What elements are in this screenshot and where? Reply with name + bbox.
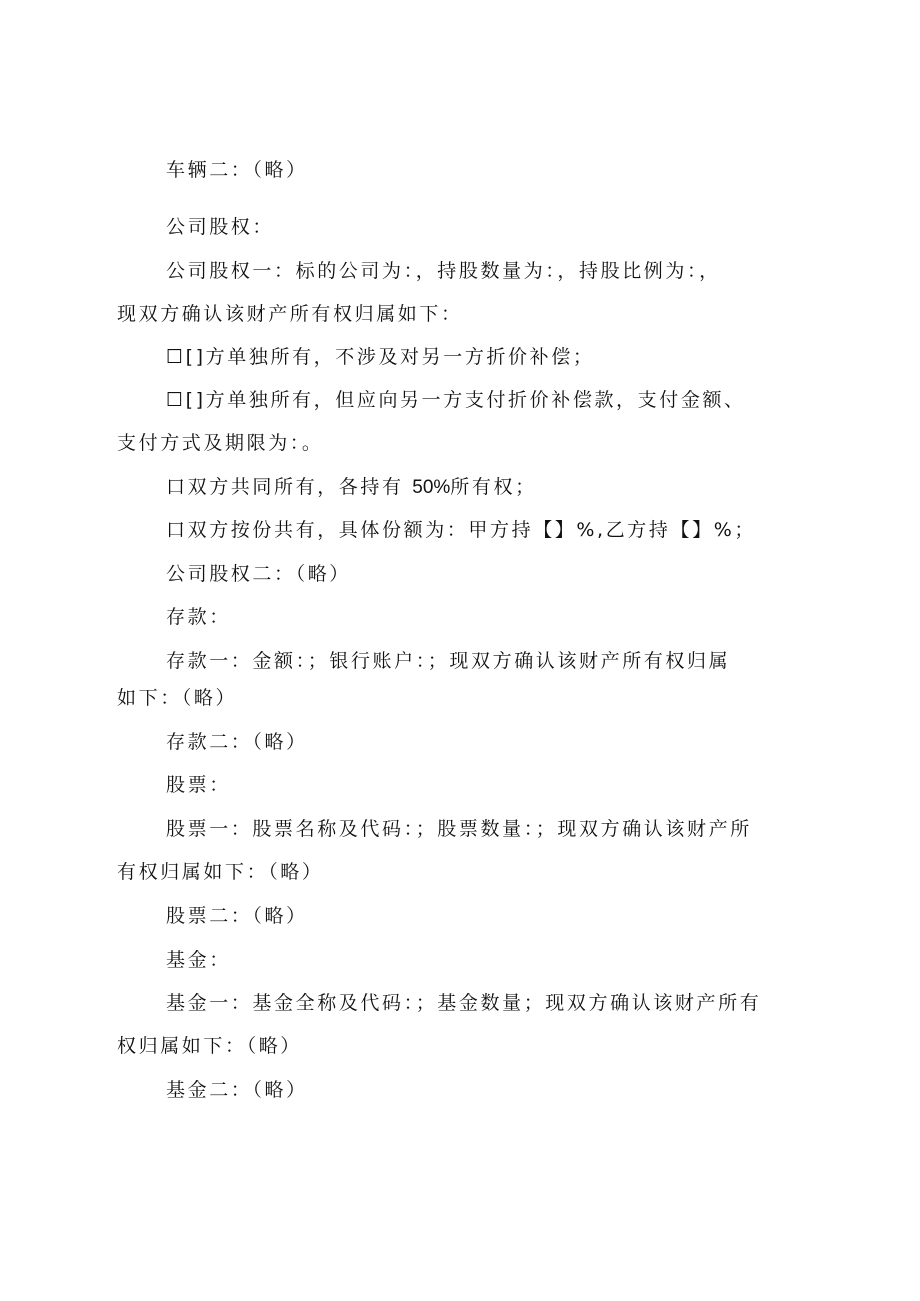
fund-one-line: 基金一：基金全称及代码：；基金数量；现双方确认该财产所有	[166, 992, 762, 1014]
deposit-one-line: 存款一：金额：；银行账户：；现双方确认该财产所有权归属	[166, 650, 731, 672]
joint-percentage: 50%	[412, 477, 451, 498]
fund-two-line: 基金二：（略）	[166, 1079, 308, 1101]
fund-one-continuation: 权归属如下：（略）	[117, 1035, 302, 1057]
deposit-heading: 存款：	[166, 606, 231, 628]
vehicle-two-line: 车辆二：（略）	[166, 159, 308, 181]
equity-two-line: 公司股权二：（略）	[166, 563, 351, 585]
stock-one-line: 股票一：股票名称及代码：；股票数量：；现双方确认该财产所	[166, 818, 752, 840]
stock-heading: 股票：	[166, 774, 231, 796]
option-joint-ownership	[166, 475, 866, 500]
option-joint-text-end: 所有权；	[450, 476, 537, 498]
option-sole-with-compensation-continuation: 支付方式及期限为：。	[117, 432, 324, 454]
option-sole-with-compensation: ☐[]方单独所有，但应向另一方支付折价补偿款，支付金额、	[166, 389, 746, 411]
option-sole-no-compensation: ☐[]方单独所有，不涉及对另一方折价补偿；	[166, 346, 595, 368]
equity-one-continuation: 现双方确认该财产所有权归属如下：	[117, 303, 463, 325]
option-shared-by-portion: 口双方按份共有，具体份额为：甲方持【】%,乙方持【】%；	[166, 519, 756, 541]
stock-one-continuation: 有权归属如下：（略）	[117, 861, 324, 883]
stock-two-line: 股票二：（略）	[166, 905, 308, 927]
fund-heading: 基金：	[166, 949, 231, 971]
deposit-one-continuation: 如下：（略）	[117, 687, 238, 709]
equity-heading: 公司股权：	[166, 216, 275, 238]
equity-one-line: 公司股权一：标的公司为：，持股数量为：，持股比例为：，	[166, 260, 721, 282]
option-joint-text: 口双方共同所有，各持有	[166, 476, 413, 498]
deposit-two-line: 存款二：（略）	[166, 731, 308, 753]
